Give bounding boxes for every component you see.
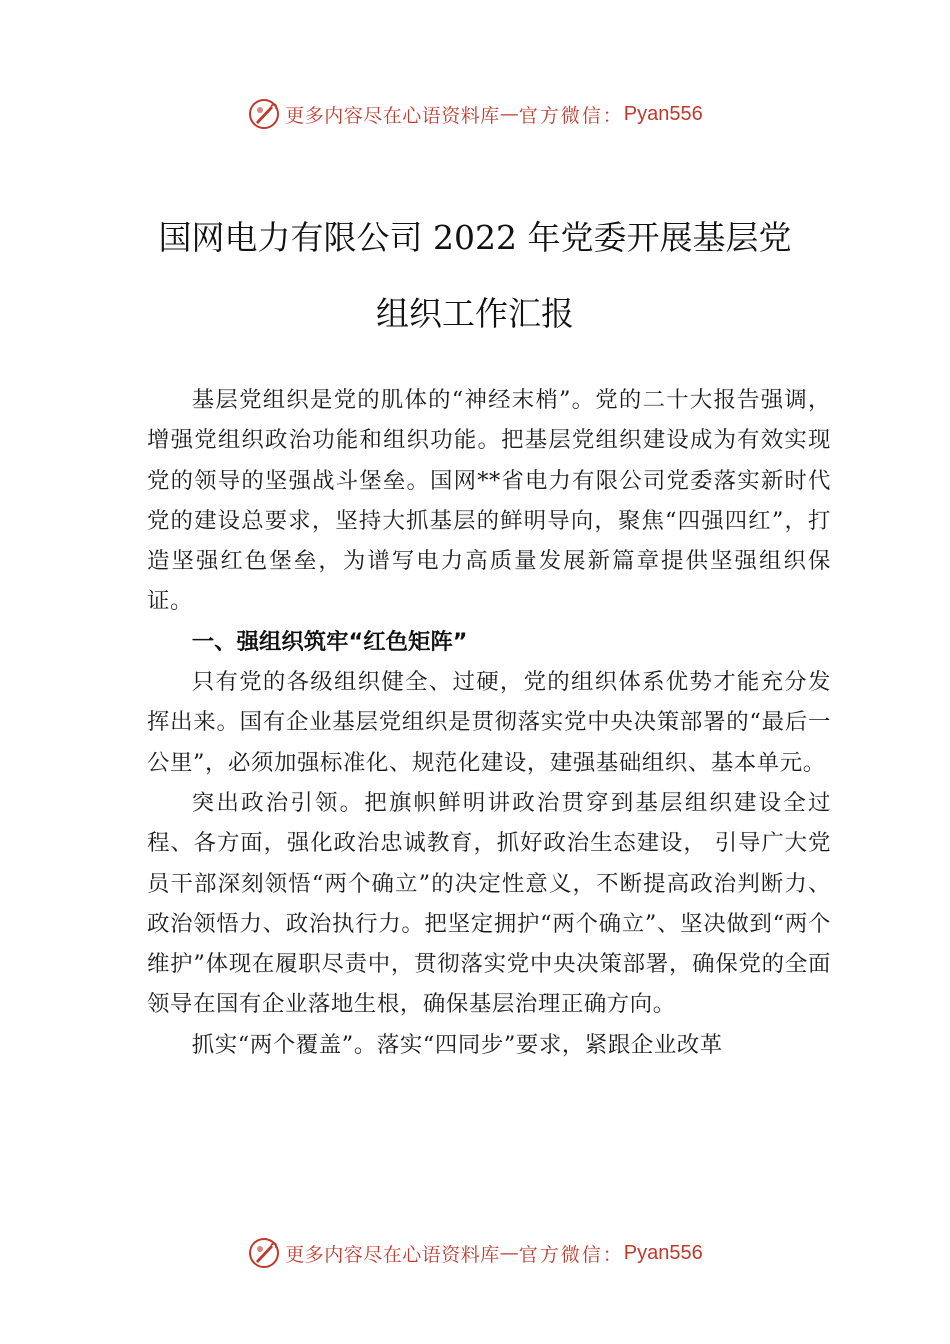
- title-line-1: 国网电力有限公司 2022 年党委开展基层党: [158, 218, 792, 257]
- promo-text: 更多内容尽在心语资料库: [285, 104, 500, 127]
- document-body: [147, 380, 831, 1065]
- wechat-id: Pyan556: [623, 1241, 703, 1264]
- paragraph-political-guidance: 突出政治引领。把旗帜鲜明讲政治贯穿到基层组织建设全过程、各方面，强化政治忠诚教育，抓好政治生态建设， 引导广大党员干部深刻领悟“两个确立”的决定性意义，不断提高政治判断力、政治领悟力、政治执行力。把坚定拥护“两个确立”、坚决做到“两个维护”体现在履职尽责中，贯彻落实党中央决策部署，确保党的全面领导在国有企业落地生根，确保基层治理正确方向。: [147, 789, 831, 1018]
- paragraph-two-coverages: 抓实“两个覆盖”。落实“四同步”要求，紧跟企业改革: [191, 1031, 723, 1058]
- paragraph-intro: 基层党组织是党的肌体的“神经末梢”。党的二十大报告强调，增强党组织政治功能和组织功能。把基层党组织建设成为有效实现党的领导的坚强战斗堡垒。国网**省电力有限公司党委落实新时代党的建设总要求，坚持大抓基层的鲜明导向，聚焦“四强四红”，打造坚强红色堡垒，为谱写电力高质量发展新篇章提供坚强组织保证。: [147, 387, 831, 615]
- banner-separator: —: [499, 103, 519, 125]
- quill-seal-logo-icon: [247, 97, 281, 131]
- paragraph-organization: 只有党的各级组织健全、过硬，党的组织体系优势才能充分发挥出来。国有企业基层党组织是贯彻落实党中央决策部署的“最后一公里”，必须加强标准化、规范化建设，建强基础组织、基本单元。: [147, 669, 831, 776]
- footer-watermark: [0, 1233, 950, 1273]
- wechat-label: 官方微信：: [518, 104, 624, 127]
- quill-seal-logo-icon: [247, 1236, 281, 1270]
- promo-text: 更多内容尽在心语资料库: [285, 1243, 500, 1266]
- header-watermark: [0, 94, 950, 134]
- banner-separator: —: [499, 1242, 519, 1264]
- section-heading: 一、强组织筑牢“红色矩阵”: [191, 628, 468, 655]
- wechat-label: 官方微信：: [518, 1243, 624, 1266]
- wechat-id: Pyan556: [623, 102, 703, 125]
- title-line-2: 组织工作汇报: [376, 294, 574, 333]
- document-title: [120, 200, 830, 352]
